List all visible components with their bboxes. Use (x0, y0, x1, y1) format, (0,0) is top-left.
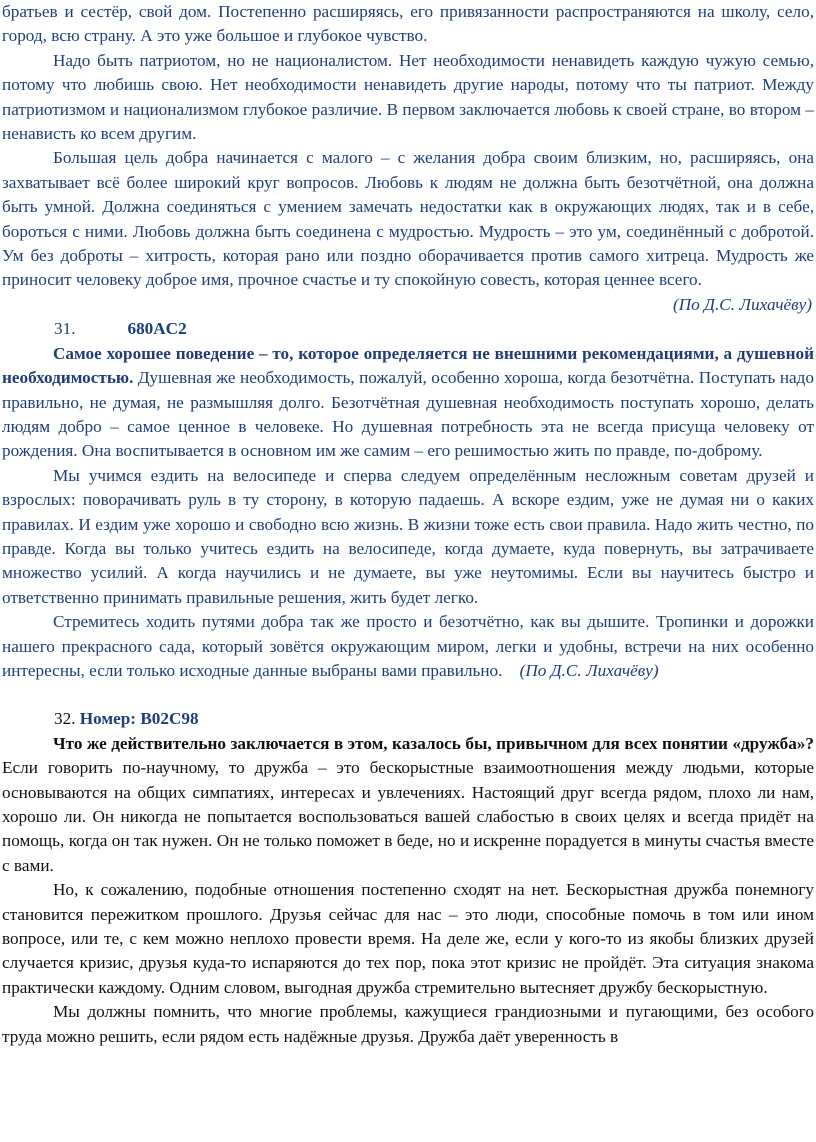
s32-p1-bold: Что же действительно заключается в этом, казалось бы, привычном для всех понятии «дружба»? (53, 733, 814, 753)
s31-code: 680AC2 (127, 319, 187, 339)
s32-code: Номер: B02C98 (79, 709, 199, 729)
section-spacer (2, 683, 814, 707)
s32-number: 32. (54, 709, 76, 729)
s32-paragraph-3: Мы должны помнить, что многие проблемы, кажущиеся грандиозными и пугающими, без особого труда можно решить, если рядом есть надёжные друзья. Дружба даёт уверенность в (2, 1002, 814, 1046)
s32-paragraph-2: Но, к сожалению, подобные отношения постепенно сходят на нет. Бескорыстная дружба понемногу становится пережитком прошлого. Друзья сейчас для нас – это люди, способные помочь в том или ином вопросе, или те, с кем можно неплохо провести время. На деле же, если у кого-то из якобы близких друзей случается кризис, друзья куда-то испаряются до тех пор, пока этот кризис не пройдёт. Эта ситуация знакома практически каждому. Одним словом, выгодная дружба стремительно вытесняет дружбу бескорыстную. (2, 880, 814, 997)
s31-paragraph-1 (2, 342, 814, 464)
s32-p1-rest: Если говорить по-научному, то дружба – это бескорыстные взаимоотношения между людьми, которые основываются на общих симпатиях, интересах и увлечениях. Настоящий друг всегда рядом, плохо ли нам, хорошо ли. Он никогда не попытается воспользоваться вашей слабостью в своих целях и всегда придёт на помощь, когда он так нужен. Он не только поможет в беде, но и искренне порадуется в минуты счастья вместе с вами. (2, 758, 814, 875)
s30-paragraph-3: Большая цель добра начинается с малого – с желания добра своим близким, но, расширяясь, она захватывает всё более широкий круг вопросов. Любовь к людям не должна быть безотчётной, она должна быть умной. Должна соединяться с умением замечать недостатки как в окружающих людях, так и в себе, бороться с ними. Любовь должна быть соединена с мудростью. Мудрость – это ум, соединённый с добротой. Ум без доброты – хитрость, которая рано или поздно оборачивается против самого хитреца. Мудрость же приносит человеку доброе имя, прочное счастье и ту спокойную совесть, которая ценнее всего. (2, 148, 814, 290)
s31-p3-text: Стремитесь ходить путями добра так же просто и безотчётно, как вы дышите. Тропинки и дорожки нашего прекрасного сада, который зовётся окружающим миром, легки и удобны, встречи на них особенно интересны, если только исходные данные выбраны вами правильно. (2, 612, 814, 680)
document-page (2, 0, 814, 1049)
s30-paragraph-2: Надо быть патриотом, но не националистом. Нет необходимости ненавидеть каждую чужую семью, потому что любишь свою. Нет необходимости ненавидеть другие народы, потому что ты патриот. Между патриотизмом и национализмом глубокое различие. В первом заключается любовь к своей стране, во втором – ненависть ко всем другим. (2, 50, 814, 144)
s31-number: 31. (54, 319, 76, 339)
s31-paragraph-2: Мы учимся ездить на велосипеде и сперва следуем определённым несложным советам друзей и взрослых: поворачивать руль в ту сторону, в которую падаешь. А вскоре ездим, уже не думая ни о каких правилах. И ездим уже хорошо и свободно всю жизнь. В жизни тоже есть свои правила. Надо жить честно, по правде. Когда вы только учитесь ездить на велосипеде, когда думаете, куда повернуть, вы затрачиваете множество усилий. А когда научились и не думаете, вы уже неутомимы. Если вы научитесь быстро и ответственно принимать правильные решения, жить будет легко. (2, 465, 814, 607)
s32-header (2, 707, 814, 731)
s30-source: (По Д.С. Лихачёву) (673, 294, 812, 314)
s31-p1-bold: Самое хорошее поведение – то, которое определяется не внешними рекомендациями, а душевной необходимостью. (2, 343, 814, 388)
s31-p1-rest: Душевная же необходимость, пожалуй, особенно хороша, когда безотчётна. Поступать надо правильно, не думая, не размышляя долго. Безотчётная душевная необходимость поступать хорошо, делать людям добро – самое ценное в человеке. Но душевная потребность эта не всегда присуща человеку от рождения. Она воспитывается в основном им же самим – его решимостью жить по правде, по-доброму. (2, 368, 814, 461)
s31-source: (По Д.С. Лихачёву) (519, 660, 659, 680)
s31-header (2, 317, 814, 341)
s30-paragraph-1: братьев и сестёр, свой дом. Постепенно расширяясь, его привязанности распространяются на школу, село, город, всю страну. А это уже большое и глубокое чувство. (2, 2, 814, 46)
s31-paragraph-3 (2, 610, 814, 683)
s32-paragraph-1 (2, 732, 814, 878)
